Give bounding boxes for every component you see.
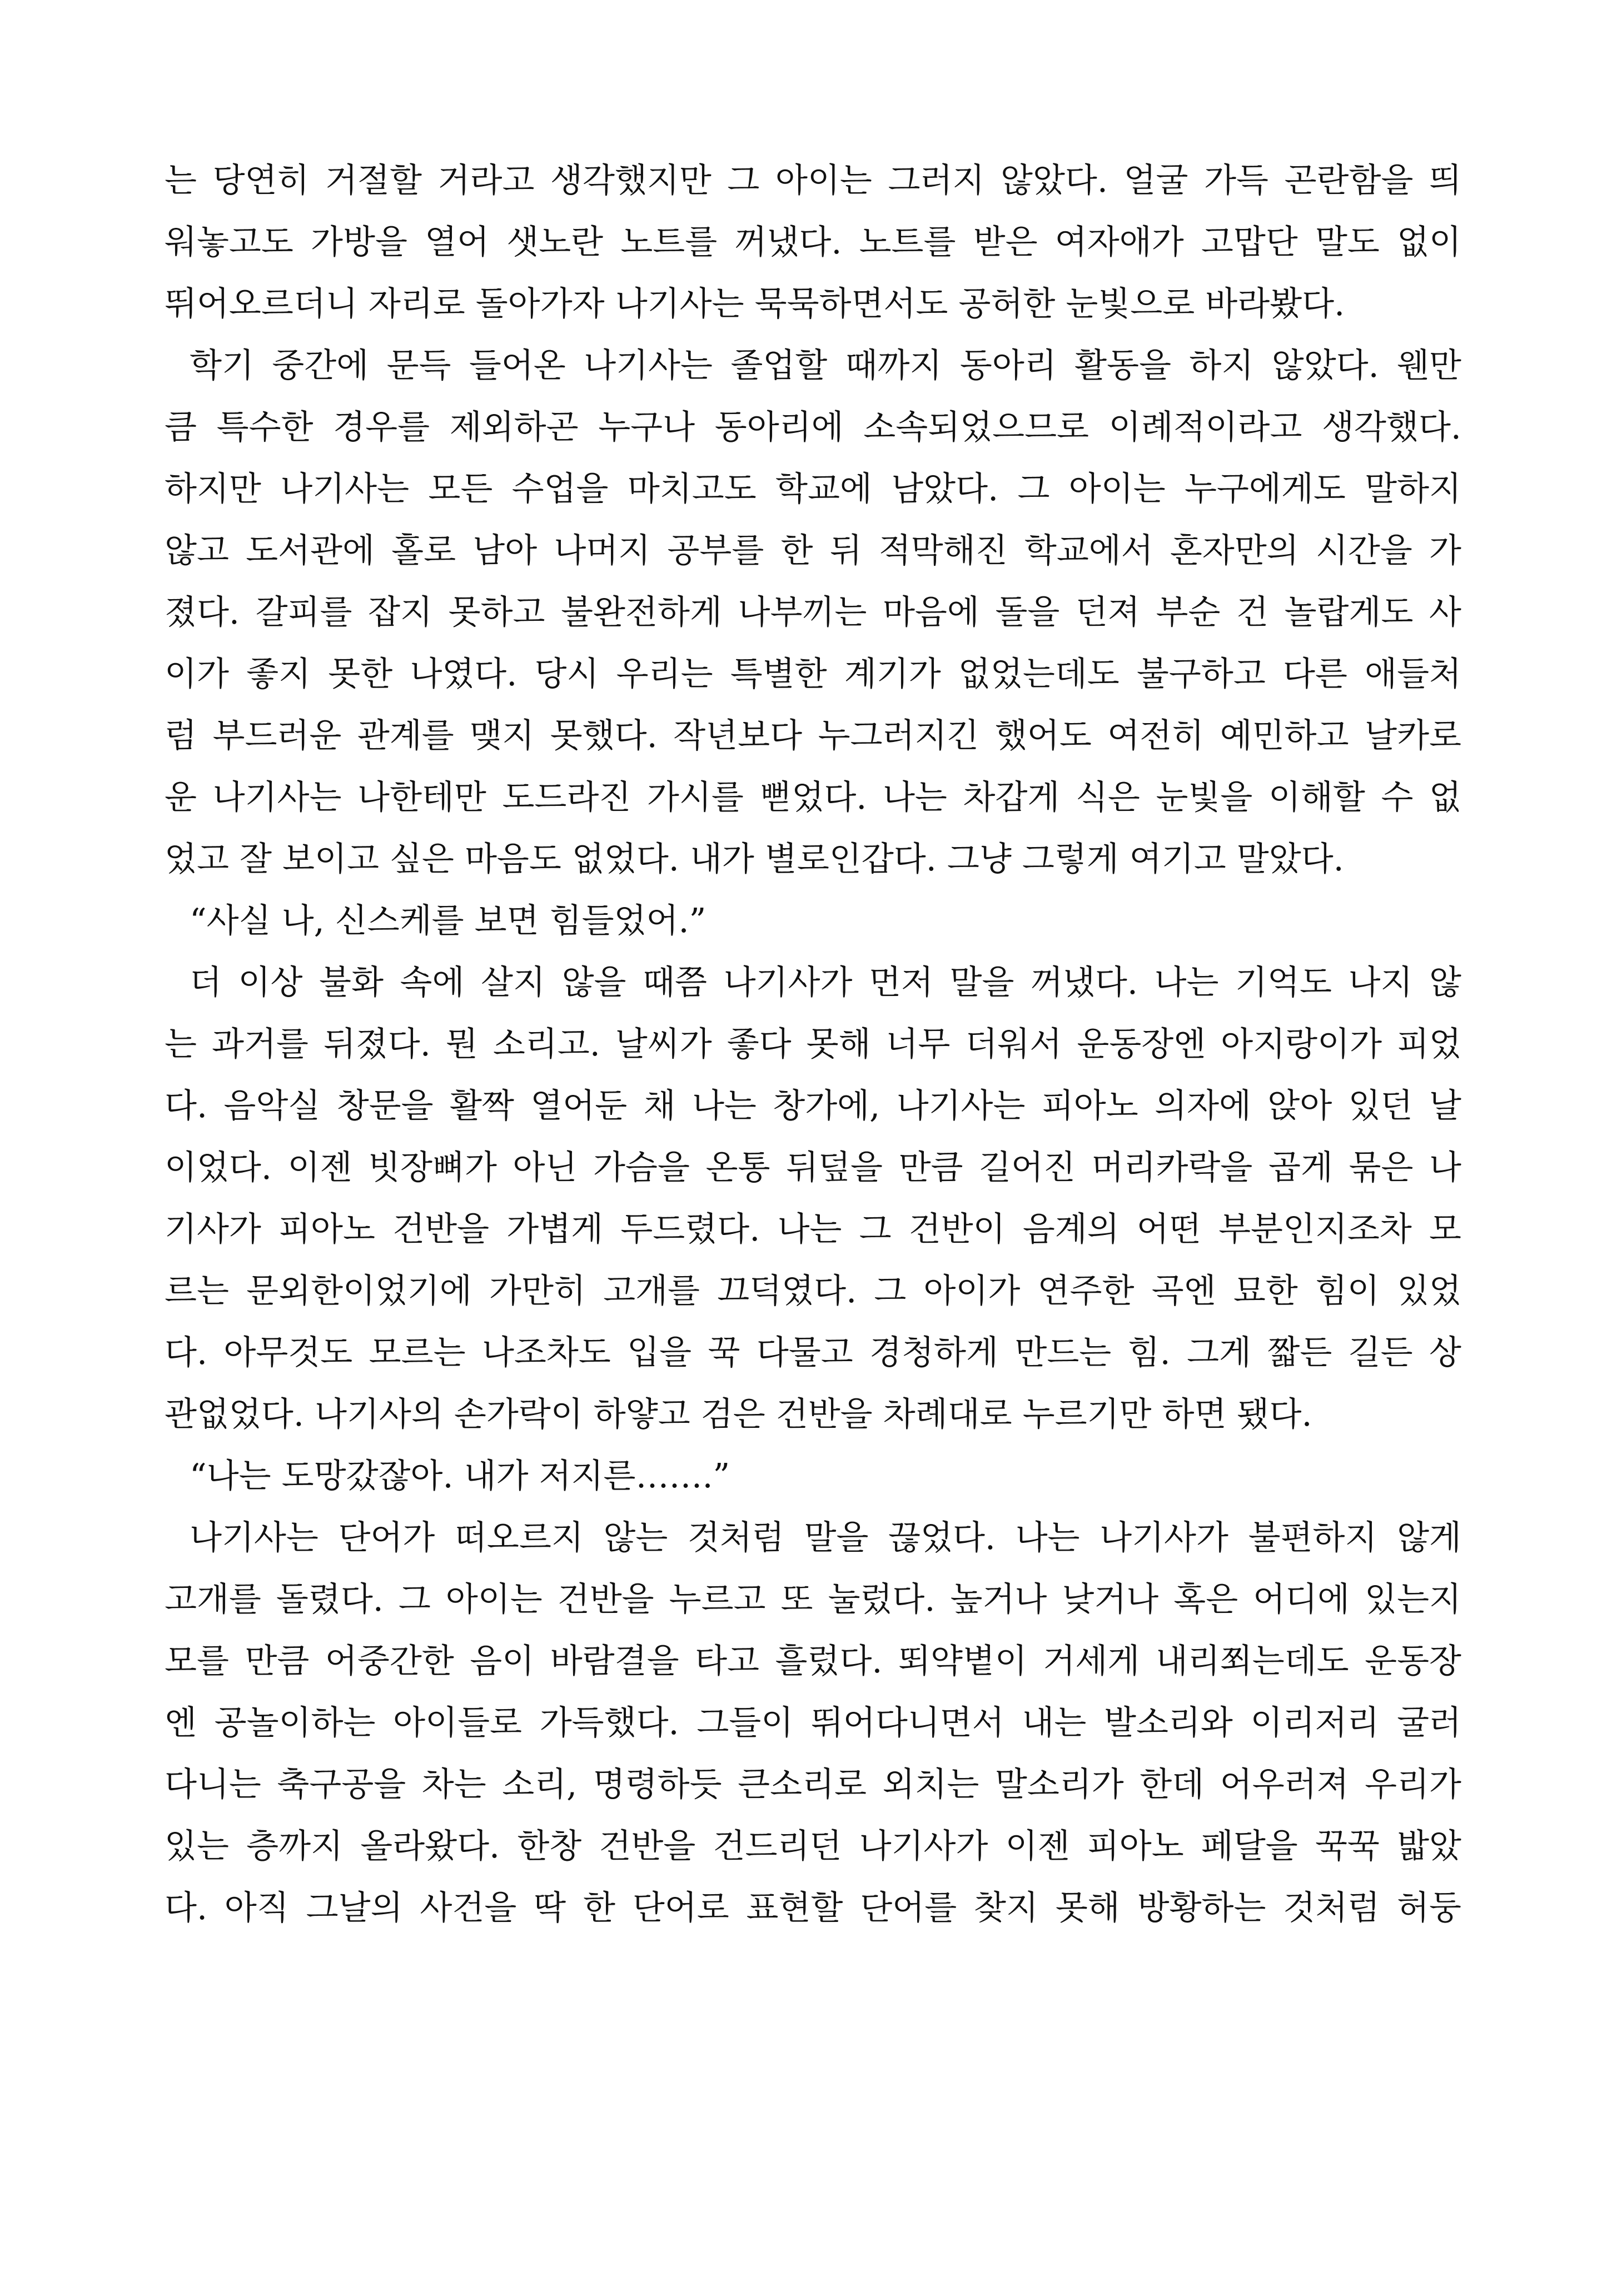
text-line: 관없었다. 나기사의 손가락이 하얗고 검은 건반을 차례대로 누르기만 하면 됐다. <box>165 1395 1312 1434</box>
text-line: 있는 층까지 올라왔다. 한창 건반을 건드리던 나기사가 이젠 피아노 페달을 꾹꾹 밟았 <box>165 1827 1461 1866</box>
text-line: 이었다. 이젠 빗장뼈가 아닌 가슴을 온통 뒤덮을 만큼 길어진 머리카락을 곱게 묶은 나 <box>165 1148 1461 1187</box>
text-line: 뛰어오르더니 자리로 돌아가자 나기사는 묵묵하면서도 공허한 눈빛으로 바라봤다. <box>165 285 1345 323</box>
text-line: 다. 아직 그날의 사건을 딱 한 단어로 표현할 단어를 찾지 못해 방황하는 것처럼 허둥 <box>165 1889 1461 1928</box>
body-text <box>165 150 1461 1939</box>
text-line: 워놓고도 가방을 열어 샛노란 노트를 꺼냈다. 노트를 받은 여자애가 고맙단 말도 없이 <box>165 223 1461 262</box>
text-line: 엔 공놀이하는 아이들로 가득했다. 그들이 뛰어다니면서 내는 발소리와 이리저리 굴러 <box>165 1704 1461 1742</box>
text-line: 는 당연히 거절할 거라고 생각했지만 그 아이는 그러지 않았다. 얼굴 가득 곤란함을 띄 <box>165 161 1461 200</box>
dialogue-line: “사실 나, 신스케를 보면 힘들었어.” <box>190 902 706 940</box>
dialogue-line: “나는 도망갔잖아. 내가 저지른…….” <box>190 1457 730 1496</box>
text-line: 이가 좋지 못한 나였다. 당시 우리는 특별한 계기가 없었는데도 불구하고 다른 애들처 <box>165 655 1461 694</box>
text-line: 않고 도서관에 홀로 남아 나머지 공부를 한 뒤 적막해진 학교에서 혼자만의 시간을 가 <box>165 531 1461 570</box>
text-line: 다니는 축구공을 차는 소리, 명령하듯 큰소리로 외치는 말소리가 한데 어우러져 우리가 <box>165 1765 1461 1804</box>
text-line: 큼 특수한 경우를 제외하곤 누구나 동아리에 소속되었으므로 이례적이라고 생각했다. <box>165 408 1461 447</box>
text-line: 럼 부드러운 관계를 맺지 못했다. 작년보다 누그러지긴 했어도 여전히 예민하고 날카로 <box>165 716 1461 755</box>
text-line: 운 나기사는 나한테만 도드라진 가시를 뻗었다. 나는 차갑게 식은 눈빛을 이해할 수 없 <box>165 778 1461 817</box>
text-line: 다. 아무것도 모르는 나조차도 입을 꾹 다물고 경청하게 만드는 힘. 그게 짧든 길든 상 <box>165 1333 1461 1372</box>
text-line: 졌다. 갈피를 잡지 못하고 불완전하게 나부끼는 마음에 돌을 던져 부순 건 놀랍게도 사 <box>165 593 1461 632</box>
text-line: 는 과거를 뒤졌다. 뭔 소리고. 날씨가 좋다 못해 너무 더워서 운동장엔 아지랑이가 피었 <box>165 1025 1461 1064</box>
text-line: 나기사는 단어가 떠오르지 않는 것처럼 말을 끊었다. 나는 나기사가 불편하지 않게 <box>190 1518 1461 1557</box>
text-line: 었고 잘 보이고 싶은 마음도 없었다. 내가 별로인갑다. 그냥 그렇게 여기고 말았다. <box>165 840 1344 879</box>
text-line: 학기 중간에 문득 들어온 나기사는 졸업할 때까지 동아리 활동을 하지 않았다. 웬만 <box>190 346 1461 385</box>
text-line: 르는 문외한이었기에 가만히 고개를 끄덕였다. 그 아이가 연주한 곡엔 묘한 힘이 있었 <box>165 1272 1461 1311</box>
text-line: 하지만 나기사는 모든 수업을 마치고도 학교에 남았다. 그 아이는 누구에게도 말하지 <box>165 470 1461 509</box>
text-line: 더 이상 불화 속에 살지 않을 때쯤 나기사가 먼저 말을 꺼냈다. 나는 기억도 나지 않 <box>190 963 1461 1002</box>
text-line: 고개를 돌렸다. 그 아이는 건반을 누르고 또 눌렀다. 높거나 낮거나 혹은 어디에 있는지 <box>165 1580 1461 1619</box>
text-line: 기사가 피아노 건반을 가볍게 두드렸다. 나는 그 건반이 음계의 어떤 부분인지조차 모 <box>165 1210 1461 1249</box>
text-line: 모를 만큼 어중간한 음이 바람결을 타고 흘렀다. 뙤약볕이 거세게 내리쬐는데도 운동장 <box>165 1642 1461 1681</box>
text-line: 다. 음악실 창문을 활짝 열어둔 채 나는 창가에, 나기사는 피아노 의자에 앉아 있던 날 <box>165 1087 1461 1125</box>
